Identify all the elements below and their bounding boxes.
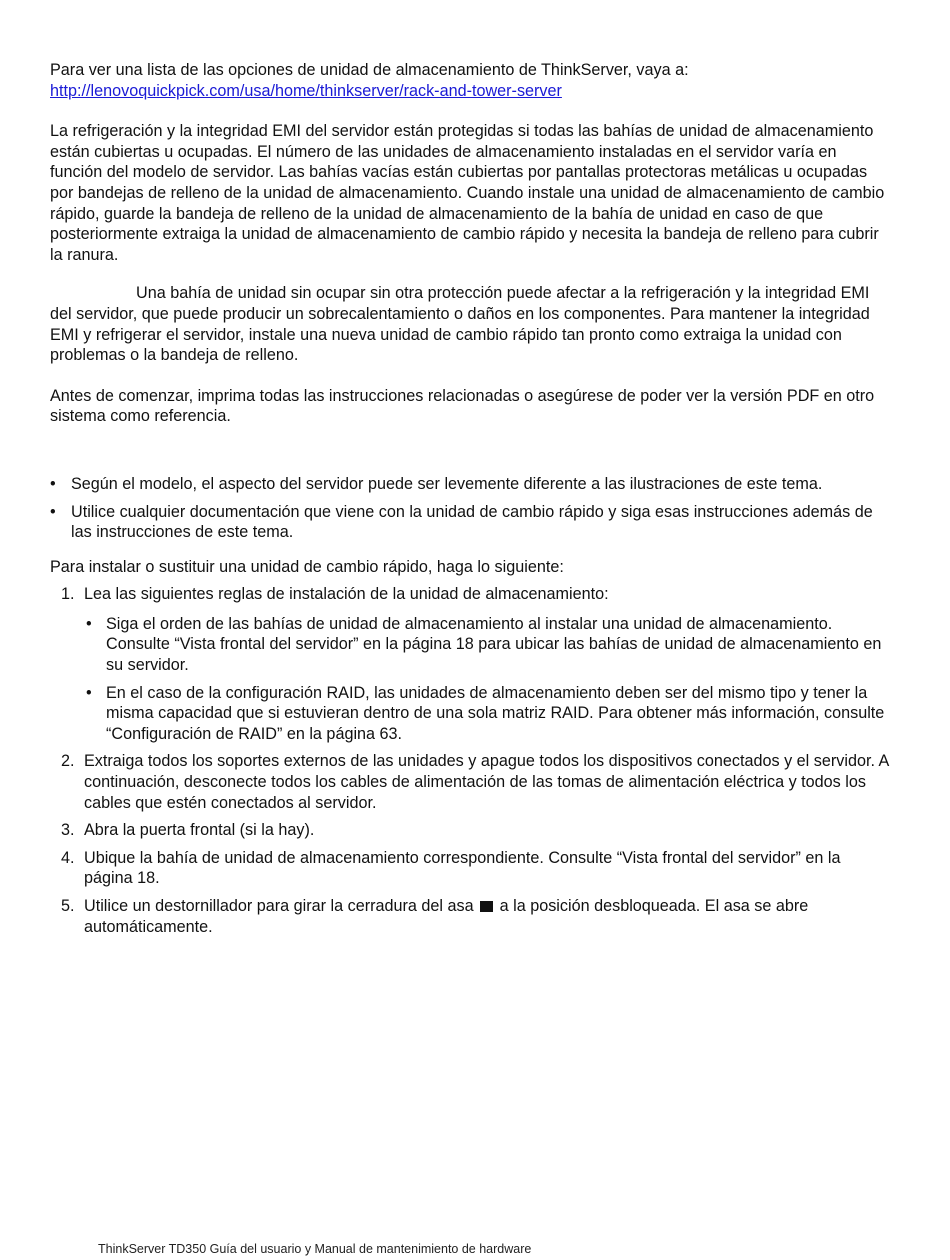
document-body — [50, 60, 890, 944]
list-item: • En el caso de la configuración RAID, las unidades de almacenamiento deben ser del mismo tipo y tener la misma capacidad que si estuvieran dentro de una sola matriz RAID. Para obtener más información, consulte “Configuración de RAID” en la página 63. — [84, 683, 890, 745]
steps-intro: Para instalar o sustituir una unidad de cambio rápido, haga lo siguiente: — [50, 557, 564, 576]
note-paragraph: Una bahía de unidad sin ocupar sin otra protección puede afectar a la refrigeración y la integridad EMI del servidor, que puede producir un sobrecalentamiento o daños en los componentes. Para mantener la integridad EMI y refrigerar el servidor, instale una nueva unidad de cambio rápido tan pronto como extraiga la unidad con problemas o la bandeja de relleno. — [50, 284, 870, 365]
callout-marker-icon — [480, 901, 493, 912]
step-text: Ubique la bahía de unidad de almacenamiento correspondiente. Consulte “Vista frontal del servidor” en la página 18. — [84, 848, 841, 888]
cooling-paragraph: La refrigeración y la integridad EMI del servidor están protegidas si todas las bahías de unidad de almacenamiento están cubiertas u ocupadas. El número de las unidades de almacenamiento instaladas en el servidor varía en función del modelo de servidor. Las bahías vacías están cubiertas por pantallas protectoras metálicas u ocupadas por bandejas de relleno de la unidad de almacenamiento. Cuando instale una unidad de almacenamiento de cambio rápido, guarde la bandeja de relleno de la unidad de almacenamiento de la bahía de unidad en caso de que posteriormente extraiga la unidad de almacenamiento de cambio rápido y necesita la bandeja de relleno para cubrir la ranura. — [50, 122, 885, 264]
step-text: Abra la puerta frontal (si la hay). — [84, 821, 315, 840]
storage-options-link[interactable]: http://lenovoquickpick.com/usa/home/thinkserver/rack-and-tower-server — [50, 81, 562, 100]
step-number: 1. — [61, 585, 75, 604]
page-footer: ThinkServer TD350 Guía del usuario y Manual de mantenimiento de hardware — [98, 1242, 532, 1256]
list-item: • Siga el orden de las bahías de unidad de almacenamiento al instalar una unidad de almacenamiento. Consulte “Vista frontal del servidor” en la página 18 para ubicar las bahías de unidad de almacenamiento en su servidor. — [84, 614, 890, 676]
procedure-steps — [50, 584, 890, 937]
intro-paragraph — [50, 60, 890, 101]
step-2 — [50, 751, 890, 813]
step-text-before: Utilice un destornillador para girar la cerradura del asa — [84, 897, 474, 915]
step-number: 5. — [61, 897, 75, 915]
step-number: 2. — [61, 752, 75, 771]
step-text: Lea las siguientes reglas de instalación de la unidad de almacenamiento: — [84, 585, 609, 604]
step-5 — [50, 896, 890, 937]
considerations-list — [50, 474, 890, 543]
step-text-after: a la posición desbloqueada. El asa se abre automáticamente. — [84, 897, 809, 936]
list-item: • Según el modelo, el aspecto del servidor puede ser levemente diferente a las ilustraciones de este tema. — [50, 474, 890, 495]
print-instructions-paragraph: Antes de comenzar, imprima todas las instrucciones relacionadas o asegúrese de poder ver la versión PDF en otro sistema como referencia. — [50, 386, 875, 426]
installation-rules-list — [84, 614, 890, 745]
step-3 — [50, 820, 890, 841]
step-text: Extraiga todos los soportes externos de las unidades y apague todos los dispositivos conectados y el servidor. A continuación, desconecte todos los cables de alimentación de las tomas de alimentación eléctrica y todos los cables que estén conectados al servidor. — [84, 752, 889, 812]
step-number: 3. — [61, 821, 75, 840]
intro-text: Para ver una lista de las opciones de unidad de almacenamiento de ThinkServer, vaya a: — [50, 61, 689, 79]
list-item: • Utilice cualquier documentación que viene con la unidad de cambio rápido y siga esas instrucciones además de las instrucciones de este tema. — [50, 502, 890, 543]
step-number: 4. — [61, 848, 75, 867]
step-1 — [50, 584, 890, 744]
step-4 — [50, 848, 890, 889]
